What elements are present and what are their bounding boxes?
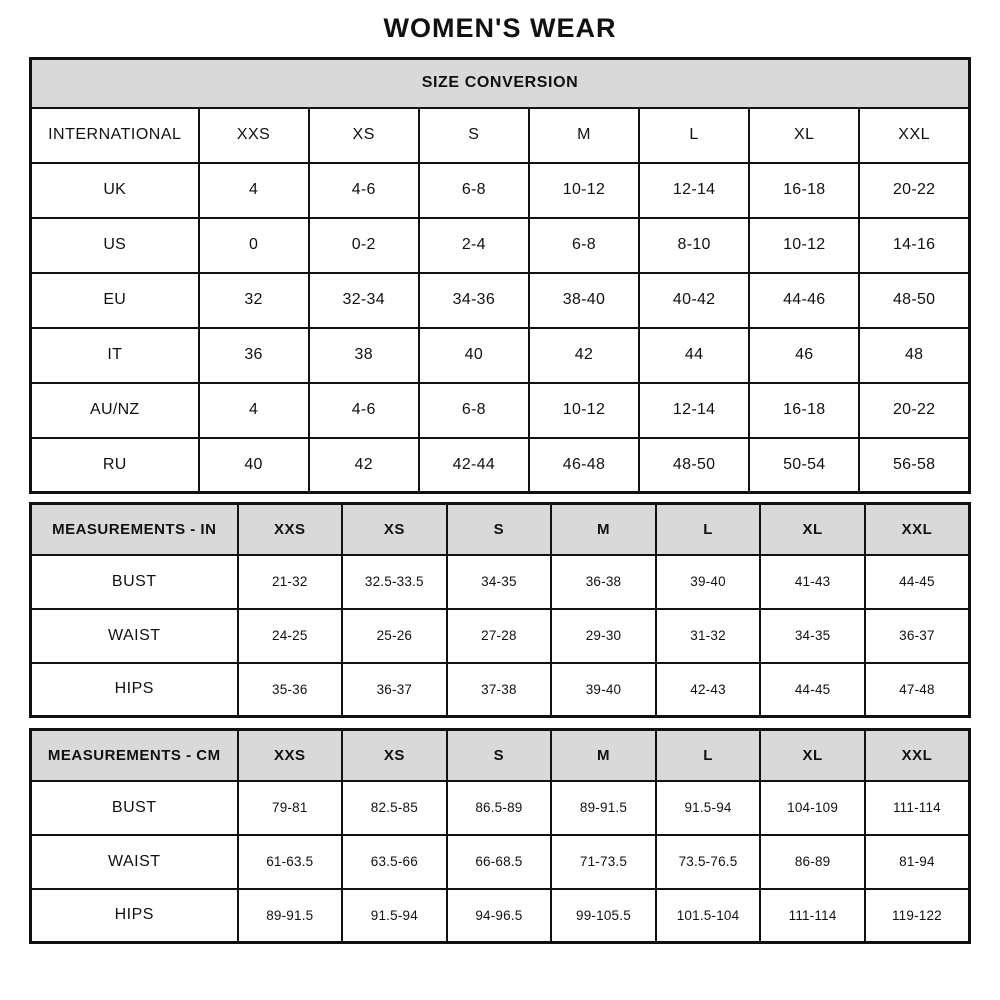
value-cell: 47-48 — [865, 663, 970, 717]
table-row — [31, 609, 970, 663]
value-cell: 42 — [529, 328, 639, 383]
value-cell: 89-91.5 — [551, 781, 656, 835]
row-label-cell: BUST — [31, 555, 238, 609]
column-header-cell: XXS — [199, 108, 309, 163]
value-cell: 40 — [419, 328, 529, 383]
value-cell: 81-94 — [865, 835, 970, 889]
value-cell: 94-96.5 — [447, 889, 552, 943]
size-header-cell: M — [551, 504, 656, 555]
table-row — [31, 218, 970, 273]
value-cell: 89-91.5 — [238, 889, 343, 943]
value-cell: 86-89 — [760, 835, 865, 889]
table-row — [31, 663, 970, 717]
value-cell: 39-40 — [656, 555, 761, 609]
value-cell: 10-12 — [749, 218, 859, 273]
size-conversion-table — [29, 57, 971, 494]
value-cell: 32.5-33.5 — [342, 555, 447, 609]
table-row — [31, 555, 970, 609]
measurements-cm-table — [29, 728, 971, 944]
size-header-cell: XXL — [865, 504, 970, 555]
table-spacer — [29, 718, 971, 728]
value-cell: 48-50 — [639, 438, 749, 493]
value-cell: 34-35 — [760, 609, 865, 663]
table-row — [31, 835, 970, 889]
column-header-cell: L — [639, 108, 749, 163]
value-cell: 104-109 — [760, 781, 865, 835]
value-cell: 34-36 — [419, 273, 529, 328]
value-cell: 0 — [199, 218, 309, 273]
size-header-cell: L — [656, 504, 761, 555]
value-cell: 79-81 — [238, 781, 343, 835]
value-cell: 91.5-94 — [656, 781, 761, 835]
value-cell: 24-25 — [238, 609, 343, 663]
value-cell: 73.5-76.5 — [656, 835, 761, 889]
value-cell: 46-48 — [529, 438, 639, 493]
column-header-cell: XL — [749, 108, 859, 163]
value-cell: 38 — [309, 328, 419, 383]
row-label-cell: IT — [31, 328, 199, 383]
table-row — [31, 889, 970, 943]
value-cell: 119-122 — [865, 889, 970, 943]
size-header-cell: XL — [760, 730, 865, 781]
value-cell: 4 — [199, 383, 309, 438]
row-label-cell: RU — [31, 438, 199, 493]
value-cell: 86.5-89 — [447, 781, 552, 835]
value-cell: 36-37 — [342, 663, 447, 717]
value-cell: 25-26 — [342, 609, 447, 663]
value-cell: 39-40 — [551, 663, 656, 717]
row-label-cell: EU — [31, 273, 199, 328]
size-conversion-header: SIZE CONVERSION — [31, 59, 970, 108]
value-cell: 32 — [199, 273, 309, 328]
value-cell: 37-38 — [447, 663, 552, 717]
value-cell: 111-114 — [760, 889, 865, 943]
value-cell: 6-8 — [529, 218, 639, 273]
column-header-cell: XS — [309, 108, 419, 163]
size-header-cell: XXS — [238, 730, 343, 781]
size-header-cell: XXS — [238, 504, 343, 555]
size-header-cell: XXL — [865, 730, 970, 781]
table-row — [31, 438, 970, 493]
value-cell: 42-43 — [656, 663, 761, 717]
measurements-in-table — [29, 502, 971, 718]
table-row — [31, 383, 970, 438]
value-cell: 111-114 — [865, 781, 970, 835]
column-header-row — [31, 504, 970, 555]
value-cell: 20-22 — [859, 163, 969, 218]
value-cell: 32-34 — [309, 273, 419, 328]
value-cell: 4-6 — [309, 383, 419, 438]
value-cell: 44 — [639, 328, 749, 383]
value-cell: 44-45 — [760, 663, 865, 717]
value-cell: 16-18 — [749, 383, 859, 438]
row-label-cell: WAIST — [31, 609, 238, 663]
value-cell: 46 — [749, 328, 859, 383]
value-cell: 36-37 — [865, 609, 970, 663]
value-cell: 14-16 — [859, 218, 969, 273]
row-label-cell: UK — [31, 163, 199, 218]
value-cell: 48-50 — [859, 273, 969, 328]
value-cell: 20-22 — [859, 383, 969, 438]
value-cell: 48 — [859, 328, 969, 383]
value-cell: 38-40 — [529, 273, 639, 328]
column-header-cell: S — [419, 108, 529, 163]
value-cell: 50-54 — [749, 438, 859, 493]
value-cell: 35-36 — [238, 663, 343, 717]
value-cell: 56-58 — [859, 438, 969, 493]
table-row — [31, 328, 970, 383]
row-label-cell: HIPS — [31, 889, 238, 943]
value-cell: 16-18 — [749, 163, 859, 218]
size-header-cell: S — [447, 504, 552, 555]
value-cell: 8-10 — [639, 218, 749, 273]
size-header-cell: XL — [760, 504, 865, 555]
value-cell: 82.5-85 — [342, 781, 447, 835]
value-cell: 44-45 — [865, 555, 970, 609]
value-cell: 2-4 — [419, 218, 529, 273]
size-header-cell: M — [551, 730, 656, 781]
page-title: WOMEN'S WEAR — [383, 13, 617, 43]
value-cell: 6-8 — [419, 163, 529, 218]
value-cell: 4 — [199, 163, 309, 218]
value-cell: 99-105.5 — [551, 889, 656, 943]
table-row — [31, 781, 970, 835]
value-cell: 63.5-66 — [342, 835, 447, 889]
measurements-in-header: MEASUREMENTS - IN — [31, 504, 238, 555]
size-header-cell: XS — [342, 730, 447, 781]
value-cell: 10-12 — [529, 163, 639, 218]
value-cell: 101.5-104 — [656, 889, 761, 943]
size-header-cell: XS — [342, 504, 447, 555]
value-cell: 34-35 — [447, 555, 552, 609]
value-cell: 10-12 — [529, 383, 639, 438]
value-cell: 71-73.5 — [551, 835, 656, 889]
value-cell: 12-14 — [639, 383, 749, 438]
value-cell: 29-30 — [551, 609, 656, 663]
value-cell: 40 — [199, 438, 309, 493]
table-row — [31, 163, 970, 218]
value-cell: 42 — [309, 438, 419, 493]
value-cell: 12-14 — [639, 163, 749, 218]
row-label-cell: WAIST — [31, 835, 238, 889]
value-cell: 40-42 — [639, 273, 749, 328]
value-cell: 36 — [199, 328, 309, 383]
value-cell: 41-43 — [760, 555, 865, 609]
table-spacer — [29, 494, 971, 502]
column-header-row — [31, 108, 970, 163]
value-cell: 27-28 — [447, 609, 552, 663]
value-cell: 21-32 — [238, 555, 343, 609]
column-header-cell: XXL — [859, 108, 969, 163]
value-cell: 66-68.5 — [447, 835, 552, 889]
size-header-cell: S — [447, 730, 552, 781]
value-cell: 6-8 — [419, 383, 529, 438]
value-cell: 0-2 — [309, 218, 419, 273]
table-row — [31, 273, 970, 328]
value-cell: 31-32 — [656, 609, 761, 663]
row-label-cell: AU/NZ — [31, 383, 199, 438]
size-header-cell: L — [656, 730, 761, 781]
value-cell: 42-44 — [419, 438, 529, 493]
value-cell: 61-63.5 — [238, 835, 343, 889]
row-label-cell: BUST — [31, 781, 238, 835]
column-header-cell: M — [529, 108, 639, 163]
row-label-cell: US — [31, 218, 199, 273]
column-header-cell: INTERNATIONAL — [31, 108, 199, 163]
table-caption-row — [31, 59, 970, 108]
measurements-cm-header: MEASUREMENTS - CM — [31, 730, 238, 781]
value-cell: 91.5-94 — [342, 889, 447, 943]
column-header-row — [31, 730, 970, 781]
value-cell: 36-38 — [551, 555, 656, 609]
value-cell: 44-46 — [749, 273, 859, 328]
value-cell: 4-6 — [309, 163, 419, 218]
row-label-cell: HIPS — [31, 663, 238, 717]
